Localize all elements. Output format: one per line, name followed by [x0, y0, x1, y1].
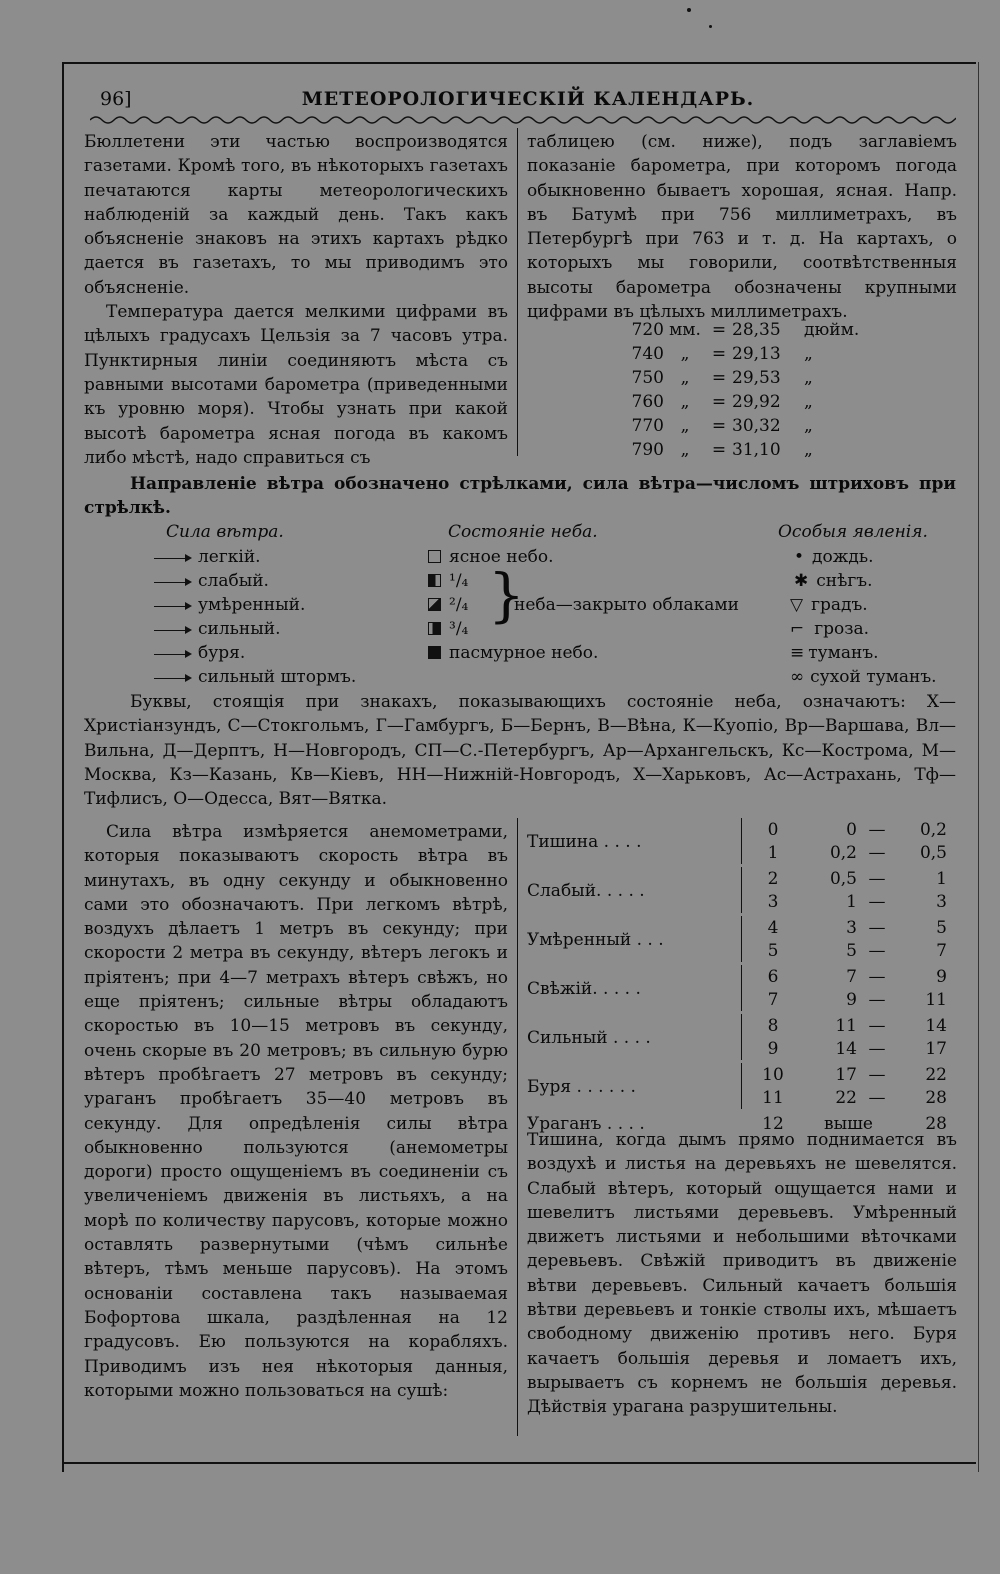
overcast-icon [428, 646, 441, 659]
paragraph: Бюллетени эти частью воспроизводятся газетами. Кромѣ того, въ нѣкоторыхъ газетахъ печатаются карты метеорологическихъ наблюденій за каждый день. Такъ какъ объясненіе знаковъ на этихъ картахъ рѣдко дается въ газетахъ, то мы приводимъ это объясненіе. [84, 132, 508, 298]
paragraph: Тишина, когда дымъ прямо поднимается въ воздухѣ и листья на деревьяхъ не шевелятся. Слабый вѣтеръ, который ощущается нами и шевелитъ листьями деревьевъ. Умѣренный движетъ листьями и небольшими вѣточками деревьевъ. Свѣжій приводитъ въ движеніе вѣтви деревьевъ. Сильный качаетъ большія вѣтви деревьевъ и тонкіе стволы ихъ, мѣшаетъ свободному движенію противъ него. Буря качаетъ большія деревья и ломаетъ ихъ, вырываетъ съ корнемъ не большія деревья. Дѣйствія урагана разрушительны. [527, 1130, 957, 1418]
phenomenon-item: ⌐ гроза. [790, 619, 870, 639]
thunderstorm-icon: ⌐ [790, 619, 805, 639]
wind-legend-item: сильный. [152, 617, 281, 641]
paragraph: Температура дается мелкими цифрами въ цѣлыхъ градусахъ Цельзія за 7 часовъ утра. Пунктирныя линіи соединяютъ мѣста съ равными высотами барометра (приведенными къ уровню моря). Чтобы узнать при какой высотѣ барометра ясная погода въ какомъ либо мѣстѣ, надо справиться съ [84, 302, 508, 468]
table-row: 790 „ = 31,10 „ [631, 440, 813, 460]
table-row: Буря . . . . . . 10 17 — 22 11 22 — 28 [527, 1065, 947, 1108]
brace-icon [741, 867, 752, 913]
left-column-bottom [84, 820, 508, 1403]
paragraph: таблицею (см. ниже), подъ заглавіемъ показаніе барометра, при которомъ погода обыкновенно бываетъ хорошая, ясная. Напр. въ Батумѣ при 756 миллиметрахъ, въ Петербургѣ при 763 и т. д. На картахъ, о которыхъ мы говорили, соотвѣтственныя высоты барометра обозначены крупными цифрами въ цѣлыхъ миллиметрахъ. [527, 132, 957, 323]
sky-brace-label: неба—закрыто облаками [514, 595, 739, 615]
sky-legend-item: ¹/₄ [428, 569, 468, 593]
wind-arrow-icon [152, 673, 192, 683]
letters-paragraph: Буквы, стоящія при знакахъ, показывающихъ состояніе неба, означаютъ: Х—Христіанзундъ, С—Стокгольмъ, Г—Гамбургъ, Б—Бернъ, В—Вѣна, К—Куопіо, Вр—Варшава, Вл—Вильна, Д—Дерптъ, Н—Новгородъ, СП—С.-Петербургъ, Ар—Архангельскъ, Кс—Кострома, М—Москва, Кз—Казань, Кв—Кіевъ, НН—Нижній-Новгородъ, Х—Харьковъ, Ас—Астрахань, Тф—Тифлисъ, О—Одесса, Вят—Вятка. [84, 692, 956, 810]
table-row: 760 „ = 29,92 „ [631, 392, 813, 412]
three-quarter-cloud-icon [428, 622, 441, 635]
phenomenon-item: ▽ градъ. [790, 595, 868, 615]
phenomena-legend-title: Особыя явленія. [778, 522, 928, 542]
table-row: Умѣренный . . . 4 3 — 5 5 5 — 7 [527, 918, 947, 961]
half-cloud-icon [428, 598, 441, 611]
wind-arrow-icon [152, 625, 192, 635]
fog-icon: ≡ [790, 643, 805, 663]
table-row: 720 мм. = 28,35 дюйм. [631, 320, 860, 340]
wind-arrow-icon [152, 577, 192, 587]
brace-icon [741, 965, 752, 1011]
table-row: 740 „ = 29,13 „ [631, 344, 813, 364]
barometer-table [612, 318, 872, 462]
quarter-cloud-icon [428, 574, 441, 587]
brace-icon [741, 1063, 752, 1109]
top-rule [62, 62, 976, 64]
snow-icon: ✱ [794, 571, 809, 591]
table-row: Сильный . . . . 8 11 — 14 9 14 — 17 [527, 1016, 947, 1059]
table-row: Тишина . . . . 0 0 — 0,2 1 0,2 — 0,5 [527, 820, 947, 863]
sky-legend-item: ²/₄ [428, 593, 468, 617]
wind-arrow-icon [152, 601, 192, 611]
bottom-rule [62, 1462, 976, 1464]
phenomenon-item: • дождь. [794, 547, 874, 567]
brace-icon: } [488, 561, 525, 629]
right-column-bottom [527, 1128, 957, 1420]
table-row: Ураганъ . . . . 12 выше 28 [527, 1114, 947, 1134]
wind-legend-item: легкій. [152, 545, 261, 569]
wind-legend-title: Сила вѣтра. [166, 522, 284, 542]
hail-icon: ▽ [790, 595, 804, 615]
brace-icon [741, 916, 752, 962]
wind-arrow-icon [152, 649, 192, 659]
brace-icon [741, 1014, 752, 1060]
phenomenon-item: ≡ туманъ. [790, 643, 879, 663]
phenomenon-item: ✱ снѣгъ. [794, 571, 873, 591]
column-divider [517, 128, 518, 456]
sky-legend-title: Состояніе неба. [448, 522, 598, 542]
paragraph: Сила вѣтра измѣряется анемометрами, которыя показываютъ скорость вѣтра въ минутахъ, въ одну секунду и обыкновенно сами это обозначаютъ. При легкомъ вѣтрѣ, воздухъ дѣлаетъ 1 метръ въ секунду; при скорости 2 метра въ секунду, вѣтеръ легокъ и пріятенъ; при 4—7 метрахъ вѣтеръ свѣжъ, но еще пріятенъ; сильные вѣтры обладаютъ скоростью въ 10—15 метровъ въ секунду, очень скорые въ 20 метровъ; въ сильную бурю вѣтеръ пробѣгаетъ 27 метровъ въ секунду; ураганъ пробѣгаетъ 35—40 метровъ въ секунду. Для опредѣленія силы вѣтра обыкновенно пользуются (анемометры дороги) просто ощущеніемъ въ соединеніи съ увеличеніемъ движенія въ листьяхъ, а на морѣ по количеству парусовъ, которые можно оставлять развернутыми (чѣмъ сильнѣе вѣтеръ, тѣмъ меньше парусовъ). На этомъ основаніи составлена такъ называемая Бофортова шкала, раздѣленная на 12 градусовъ. Ею пользуются на корабляхъ. Приводимъ изъ нея нѣкоторыя данныя, которыми можно пользоваться на сушѣ: [84, 822, 508, 1401]
right-column-top [527, 130, 957, 324]
column-divider [517, 818, 518, 1436]
wind-legend-item: сильный штормъ. [152, 665, 356, 689]
left-column-top [84, 130, 508, 470]
table-row: 770 „ = 30,32 „ [631, 416, 813, 436]
table-row: Слабый. . . . . 2 0,5 — 1 3 1 — 3 [527, 869, 947, 912]
beaufort-table [527, 818, 957, 1136]
sky-legend-item: ясное небо. [428, 545, 554, 569]
sky-legend-item: пасмурное небо. [428, 641, 598, 665]
phenomenon-item: ∞ сухой туманъ. [790, 667, 937, 687]
dry-fog-icon: ∞ [790, 667, 805, 687]
sky-legend-item: ³/₄ [428, 617, 468, 641]
page-title: МЕТЕОРОЛОГИЧЕСКІЙ КАЛЕНДАРЬ. [301, 88, 755, 110]
wind-direction-paragraph: Направленіе вѣтра обозначено стрѣлками, сила вѣтра—числомъ штриховъ при стрѣлкѣ. [84, 474, 956, 519]
wind-arrow-icon [152, 553, 192, 563]
wind-legend-item: буря. [152, 641, 245, 665]
wind-legend-item: слабый. [152, 569, 269, 593]
wind-legend-item: умѣренный. [152, 593, 305, 617]
scan-speck [709, 25, 712, 28]
clear-sky-icon [428, 550, 441, 563]
table-row: 750 „ = 29,53 „ [631, 368, 813, 388]
page-number: 96] [100, 88, 132, 110]
page-header [100, 88, 956, 114]
header-wavy-rule [90, 113, 956, 127]
brace-icon [741, 818, 752, 864]
table-row: Свѣжій. . . . . 6 7 — 9 7 9 — 11 [527, 967, 947, 1010]
rain-icon: • [794, 547, 805, 567]
scan-speck [687, 8, 691, 12]
